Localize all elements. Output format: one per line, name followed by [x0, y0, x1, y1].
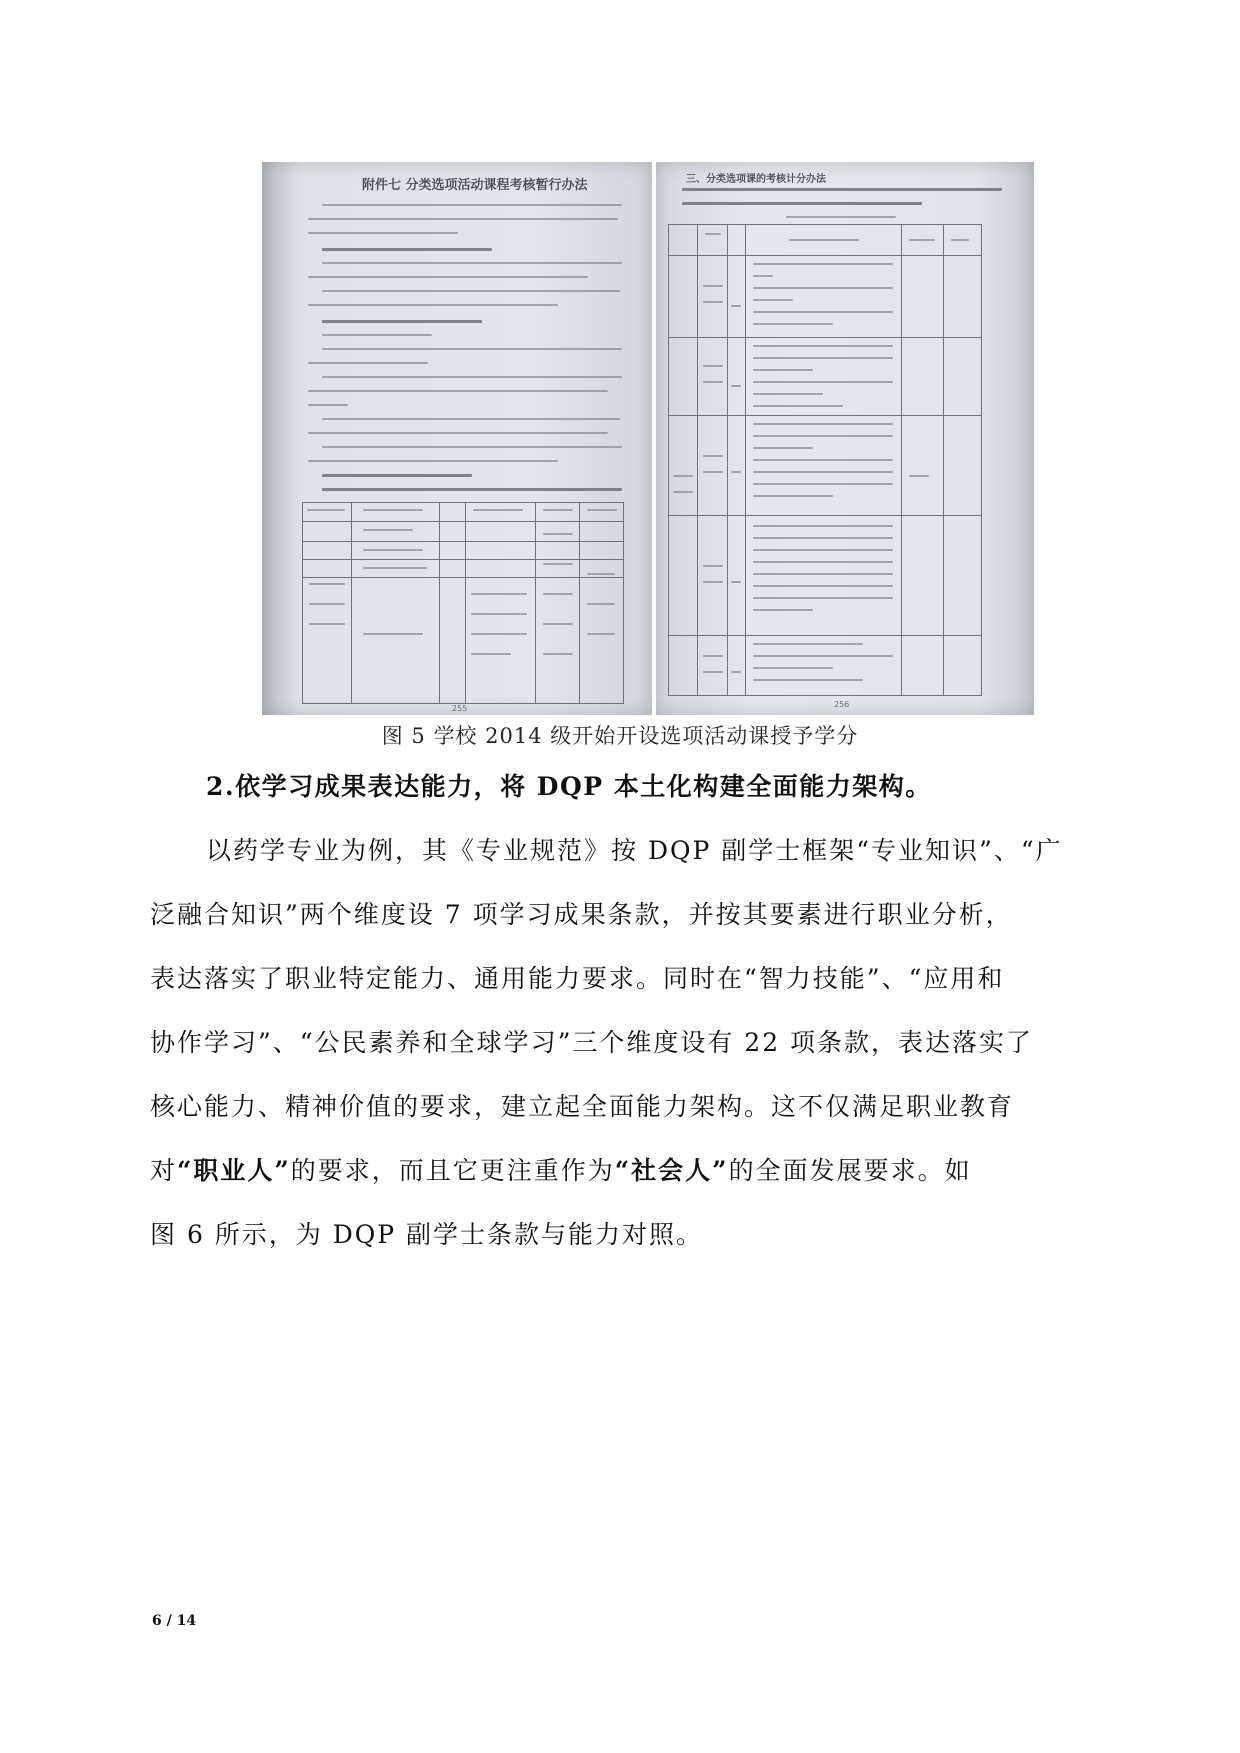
paragraph-line-3: 表达落实了职业特定能力、通用能力要求。同时在“智力技能”、“应用和 — [150, 964, 1005, 993]
section-heading: 2.依学习成果表达能力，将 DQP 本土化构建全面能力架构。 — [206, 772, 932, 801]
right-page-number: 256 — [834, 700, 850, 709]
emphasis-professional-person: “职业人” — [177, 1156, 291, 1185]
figure-caption: 图 5 学校 2014 级开始开设选项活动课授予学分 — [381, 724, 859, 748]
left-page-title: 附件七 分类选项活动课程考核暂行办法 — [362, 178, 588, 193]
right-page-title: 三、分类选项课的考核计分办法 — [686, 174, 826, 185]
paragraph-line-1: 以药学专业为例，其《专业规范》按 DQP 副学士框架“专业知识”、“广 — [206, 836, 1063, 865]
photo-left-page — [262, 162, 652, 715]
paragraph-line-2: 泛融合知识”两个维度设 7 项学习成果条款，并按其要素进行职业分析， — [150, 900, 1013, 929]
page-indicator: 6 / 14 — [152, 1613, 197, 1629]
figure-photo — [262, 162, 1034, 715]
left-page-number: 255 — [452, 704, 468, 713]
paragraph-line-5: 核心能力、精神价值的要求，建立起全面能力架构。这不仅满足职业教育 — [150, 1092, 1015, 1121]
line6-text-c: 的要求，而且它更注重作为 — [290, 1156, 615, 1185]
paragraph-line-7: 图 6 所示，为 DQP 副学士条款与能力对照。 — [150, 1220, 704, 1249]
photo-right-page — [656, 162, 1034, 715]
paragraph-line-6 — [150, 1151, 1090, 1187]
paragraph-line-4: 协作学习”、“公民素养和全球学习”三个维度设有 22 项条款，表达落实了 — [150, 1028, 1034, 1057]
emphasis-social-person: “社会人” — [614, 1156, 729, 1185]
line6-text-e: 的全面发展要求。如 — [728, 1156, 972, 1185]
line6-text-a: 对 — [150, 1156, 178, 1185]
